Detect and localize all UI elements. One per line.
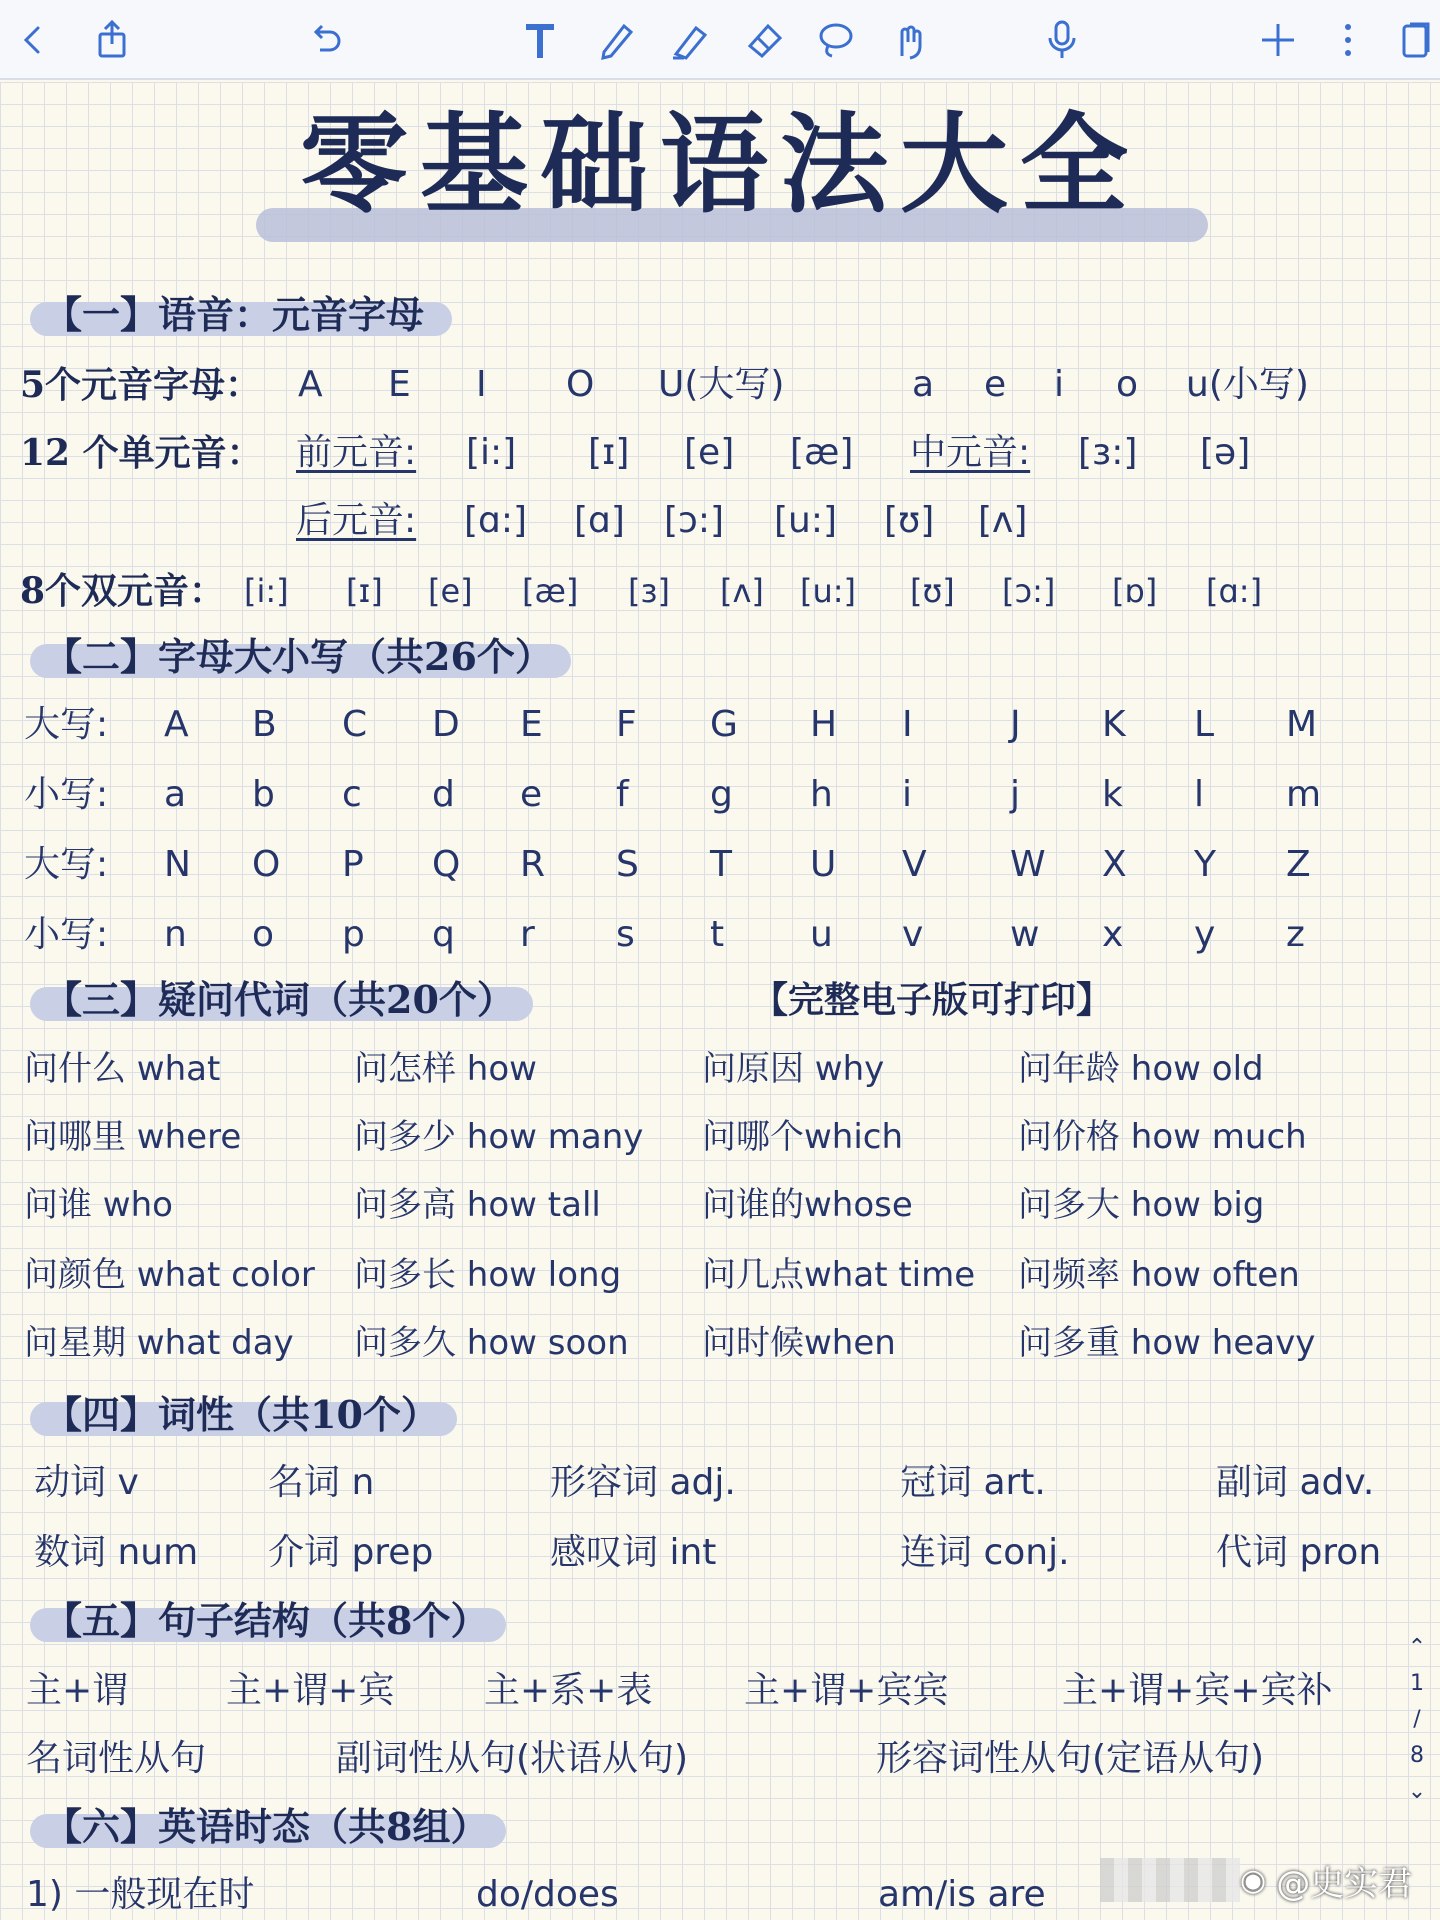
phonetic-symbol: [i:] [466, 432, 517, 473]
vowel-letter: a [912, 364, 935, 405]
phonetic-symbol: [ɜ] [628, 572, 670, 610]
phonetic-symbol: [ɪ] [588, 432, 630, 473]
question-word: 问频率 how often [1018, 1255, 1300, 1295]
alphabet-letter: v [902, 914, 924, 955]
section-4-heading: 【四】词性（共10个） [30, 1390, 457, 1440]
alphabet-letter: Q [432, 844, 461, 885]
diphthongs-label: 8个双元音： [20, 570, 226, 612]
page-indicator[interactable] [1400, 1630, 1434, 1830]
pen-icon[interactable] [590, 14, 642, 66]
lasso-icon[interactable] [810, 14, 862, 66]
alphabet-letter: O [252, 844, 281, 885]
back-vowels-label: 后元音: [296, 500, 417, 541]
phonetic-symbol: [ɒ] [1112, 572, 1158, 610]
chevron-down-icon[interactable]: ⌄ [1407, 1779, 1427, 1804]
plus-icon[interactable] [1252, 14, 1304, 66]
phonetic-symbol: [æ] [790, 432, 854, 473]
vowel-letter: O [566, 364, 595, 405]
question-word: 问多大 how big [1018, 1185, 1265, 1225]
front-vowels-label: 前元音: [296, 432, 417, 473]
alphabet-letter: k [1102, 774, 1123, 815]
alphabet-letter: Y [1194, 844, 1216, 885]
phonetic-symbol: [e] [684, 432, 735, 473]
tense-form: do/does [476, 1874, 619, 1915]
hand-icon[interactable] [882, 14, 934, 66]
alphabet-letter: D [432, 704, 460, 745]
alphabet-letter: I [902, 704, 913, 745]
alphabet-letter: e [520, 774, 543, 815]
sentence-pattern: 主+系+表 [484, 1670, 653, 1711]
alphabet-letter: V [902, 844, 927, 885]
alphabet-letter: K [1102, 704, 1126, 745]
alphabet-letter: w [1010, 914, 1040, 955]
alphabet-letter: t [710, 914, 725, 955]
question-word: 问年龄 how old [1018, 1049, 1264, 1089]
part-of-speech: 代词 pron [1216, 1532, 1382, 1573]
alphabet-letter: N [164, 844, 191, 885]
vowel-letter: o [1116, 364, 1139, 405]
phonetic-symbol: [ɑ] [574, 500, 625, 541]
middle-vowels-label: 中元音: [910, 432, 1031, 473]
phonetic-symbol: [i:] [244, 572, 289, 610]
phonetic-symbol: [æ] [522, 572, 579, 610]
watermark [1240, 1855, 1435, 1905]
sentence-pattern: 主+谓+宾 [226, 1670, 395, 1711]
alphabet-letter: a [164, 774, 187, 815]
question-word: 问哪里 where [24, 1117, 242, 1157]
text-tool-icon[interactable] [514, 14, 566, 66]
alphabet-letter: l [1194, 774, 1205, 815]
sentence-pattern: 主+谓+宾+宾补 [1062, 1670, 1333, 1711]
section-3-heading: 【三】疑问代词（共20个） [30, 975, 533, 1025]
alphabet-letter: G [710, 704, 738, 745]
vowel-letter: i [1054, 364, 1065, 405]
question-word: 问谁 who [24, 1185, 173, 1225]
highlighter-icon[interactable] [664, 14, 716, 66]
alphabet-letter: A [164, 704, 189, 745]
alphabet-letter: h [810, 774, 833, 815]
more-icon[interactable] [1322, 14, 1374, 66]
vowel-letter: U(大写) [658, 364, 785, 405]
share-icon[interactable] [86, 14, 138, 66]
question-word: 问星期 what day [24, 1323, 294, 1363]
section-6-heading: 【六】英语时态（共8组） [30, 1802, 506, 1852]
question-word: 问多久 how soon [354, 1323, 629, 1363]
alphabet-letter: C [342, 704, 368, 745]
printable-note: 【完整电子版可打印】 [752, 979, 1113, 1021]
back-icon[interactable] [6, 14, 58, 66]
alphabet-letter: T [710, 844, 732, 885]
part-of-speech: 动词 v [34, 1462, 139, 1503]
question-word: 问谁的whose [702, 1185, 913, 1225]
alphabet-letter: z [1286, 914, 1305, 955]
part-of-speech: 冠词 art. [900, 1462, 1046, 1503]
alphabet-row-label: 小写: [24, 914, 109, 955]
phonetic-symbol: [ɑ:] [1206, 572, 1263, 610]
section-5-heading: 【五】句子结构（共8个） [30, 1596, 506, 1646]
alphabet-letter: s [616, 914, 635, 955]
clause-type: 形容词性从句(定语从句) [876, 1738, 1265, 1779]
alphabet-letter: y [1194, 914, 1216, 955]
part-of-speech: 感叹词 int [550, 1532, 717, 1573]
microphone-icon[interactable] [1036, 14, 1088, 66]
alphabet-letter: r [520, 914, 535, 955]
phonetic-symbol: [ə] [1200, 432, 1251, 473]
alphabet-letter: c [342, 774, 362, 815]
question-word: 问几点what time [702, 1255, 976, 1295]
section-2-heading: 【二】字母大小写（共26个） [30, 632, 571, 682]
tense-item: 1) 一般现在时 [26, 1874, 255, 1915]
monophthongs-label: 12 个单元音： [20, 432, 263, 474]
vowel-letter: e [984, 364, 1007, 405]
question-word: 问怎样 how [354, 1049, 537, 1089]
sentence-pattern: 主+谓 [26, 1670, 129, 1711]
alphabet-letter: H [810, 704, 838, 745]
phonetic-symbol: [u:] [800, 572, 857, 610]
part-of-speech: 数词 num [34, 1532, 199, 1573]
alphabet-letter: R [520, 844, 546, 885]
question-word: 问时候when [702, 1323, 896, 1363]
phonetic-symbol: [ʌ] [978, 500, 1028, 541]
alphabet-letter: p [342, 914, 365, 955]
alphabet-letter: M [1286, 704, 1318, 745]
page-separator: / [1413, 1707, 1421, 1732]
phonetic-symbol: [ɔ:] [1002, 572, 1056, 610]
undo-icon[interactable] [298, 14, 350, 66]
alphabet-letter: L [1194, 704, 1215, 745]
phonetic-symbol: [ʊ] [910, 572, 955, 610]
alphabet-row-label: 大写: [24, 704, 109, 745]
question-word: 问多少 how many [354, 1117, 644, 1157]
question-word: 问多高 how tall [354, 1185, 601, 1225]
vowel-letter: I [476, 364, 487, 405]
alphabet-letter: n [164, 914, 187, 955]
phonetic-symbol: [ɔ:] [664, 500, 724, 541]
vowel-letter: A [298, 364, 323, 405]
part-of-speech: 副词 adv. [1216, 1462, 1375, 1503]
current-page: 1 [1410, 1671, 1424, 1696]
phonetic-symbol: [ɑ:] [464, 500, 528, 541]
weibo-logo-icon: ◉ [1240, 1862, 1267, 1898]
alphabet-letter: P [342, 844, 364, 885]
alphabet-letter: E [520, 704, 543, 745]
phonetic-symbol: [e] [428, 572, 473, 610]
vowel-letter: u(小写) [1186, 364, 1309, 405]
alphabet-letter: o [252, 914, 275, 955]
clause-type: 名词性从句 [26, 1738, 207, 1779]
alphabet-letter: J [1010, 704, 1021, 745]
part-of-speech: 连词 conj. [900, 1532, 1070, 1573]
question-word: 问多长 how long [354, 1255, 622, 1295]
phonetic-symbol: [u:] [774, 500, 838, 541]
page-title: 零基础语法大全 [299, 102, 1140, 228]
alphabet-letter: f [616, 774, 629, 815]
tense-form: am/is are [878, 1874, 1046, 1915]
question-word: 问价格 how much [1018, 1117, 1307, 1157]
toolbar [0, 0, 1440, 80]
alphabet-letter: u [810, 914, 833, 955]
alphabet-letter: B [252, 704, 277, 745]
alphabet-letter: i [902, 774, 913, 815]
vowel-letters-label: 5个元音字母： [20, 364, 262, 406]
pages-icon[interactable] [1390, 14, 1440, 66]
alphabet-letter: x [1102, 914, 1124, 955]
phonetic-symbol: [ɜ:] [1078, 432, 1138, 473]
alphabet-letter: U [810, 844, 837, 885]
clause-type: 副词性从句(状语从句) [336, 1738, 689, 1779]
sentence-pattern: 主+谓+宾宾 [744, 1670, 949, 1711]
vowel-letter: E [388, 364, 411, 405]
question-word: 问颜色 what color [24, 1255, 315, 1295]
blurred-area [1100, 1858, 1240, 1902]
part-of-speech: 介词 prep [268, 1532, 434, 1573]
alphabet-row-label: 小写: [24, 774, 109, 815]
phonetic-symbol: [ʊ] [884, 500, 935, 541]
alphabet-letter: W [1010, 844, 1046, 885]
alphabet-row-label: 大写: [24, 844, 109, 885]
alphabet-letter: X [1102, 844, 1127, 885]
eraser-icon[interactable] [738, 14, 790, 66]
question-word: 问哪个which [702, 1117, 904, 1157]
part-of-speech: 名词 n [268, 1462, 375, 1503]
alphabet-letter: b [252, 774, 275, 815]
section-1-heading: 【一】语音：元音字母 [30, 290, 442, 340]
chevron-up-icon[interactable]: ⌃ [1407, 1635, 1427, 1660]
alphabet-letter: m [1286, 774, 1322, 815]
alphabet-letter: S [616, 844, 639, 885]
alphabet-letter: F [616, 704, 637, 745]
watermark-text: @史实君 [1276, 1863, 1413, 1904]
alphabet-letter: d [432, 774, 455, 815]
phonetic-symbol: [ʌ] [720, 572, 764, 610]
question-word: 问多重 how heavy [1018, 1323, 1316, 1363]
question-word: 问原因 why [702, 1049, 885, 1089]
alphabet-letter: q [432, 914, 455, 955]
alphabet-letter: g [710, 774, 733, 815]
question-word: 问什么 what [24, 1049, 221, 1089]
phonetic-symbol: [ɪ] [346, 572, 383, 610]
alphabet-letter: j [1010, 774, 1021, 815]
part-of-speech: 形容词 adj. [550, 1462, 736, 1503]
total-pages: 8 [1410, 1743, 1424, 1768]
alphabet-letter: Z [1286, 844, 1311, 885]
